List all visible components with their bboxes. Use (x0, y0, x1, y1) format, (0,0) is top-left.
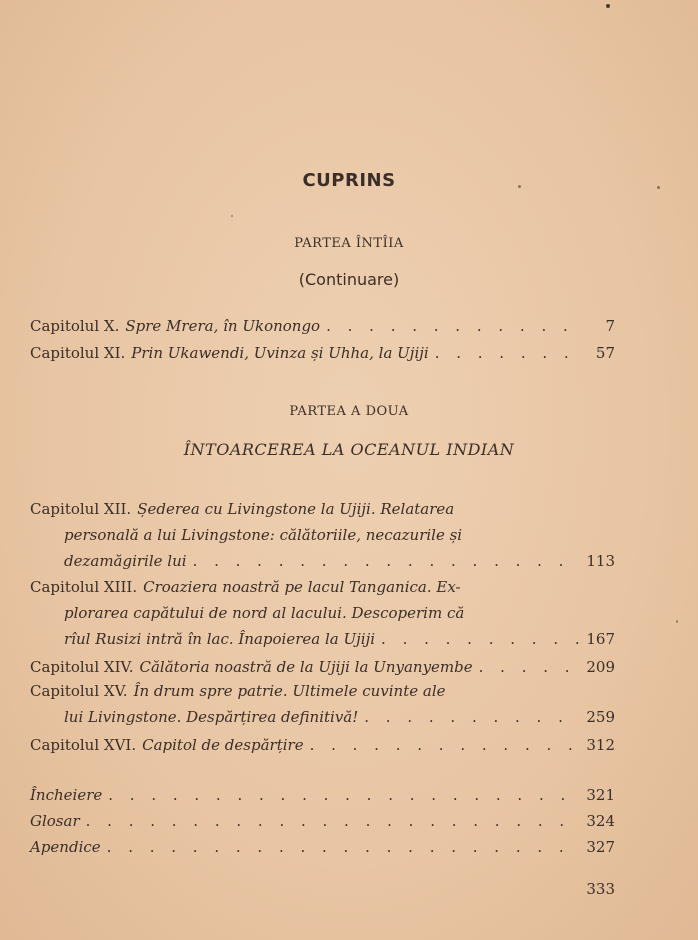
chapter-title-line: În drum spre patrie. Ultimele cuvinte ale (133, 682, 446, 700)
chapter-label: Capitolul XIV. (30, 658, 134, 676)
section-title: Apendice (30, 838, 101, 856)
paper-speck (606, 4, 610, 8)
toc-entry-chapter-13 (30, 574, 615, 652)
leader-dots (479, 654, 579, 680)
page-ref: 321 (586, 786, 615, 804)
chapter-label: Capitolul XV. (30, 682, 128, 700)
chapter-title: Prin Ukawendi, Uvinza și Uhha, la Ujiji (131, 344, 429, 362)
chapter-title-line: personală a lui Livingstone: călătoriile, necazurile și (64, 526, 463, 544)
toc-entry-appendix (30, 834, 615, 860)
leader-dots (326, 313, 579, 339)
page-ref: 327 (586, 838, 615, 856)
leader-dots (310, 732, 579, 758)
chapter-label: Capitolul XI. (30, 344, 126, 362)
leader-dots (193, 548, 579, 574)
part-one-subtitle: (Continuare) (298, 270, 400, 289)
chapter-title-line: lui Livingstone. Despărțirea definitivă! (64, 708, 359, 726)
chapter-title-line: Călătoria noastră de la Ujiji la Unyanyembe (139, 658, 473, 676)
toc-entry-chapter-11 (30, 340, 615, 366)
page-ref: 209 (586, 658, 615, 676)
paper-speck (657, 186, 660, 189)
section-title: Glosar (30, 812, 80, 830)
chapter-title-line: plorarea capătului de nord al lacului. Descoperim că (64, 604, 465, 622)
leader-dots (107, 834, 579, 860)
leader-dots (108, 782, 579, 808)
page-ref: 324 (586, 812, 615, 830)
chapter-label: Capitolul XIII. (30, 578, 138, 596)
paper-speck (231, 215, 233, 217)
toc-entry-chapter-10 (30, 313, 615, 339)
page-ref: 113 (586, 552, 615, 570)
chapter-title-line: rîul Rusizi intră în lac. Înapoierea la Ujiji (64, 630, 376, 648)
toc-entry-glossary (30, 808, 615, 834)
section-title: Încheiere (30, 786, 103, 804)
chapter-title-line: Croaziera noastră pe lacul Tanganica. Ex- (143, 578, 461, 596)
paper-speck (518, 185, 521, 188)
page-number: 333 (586, 880, 615, 898)
leader-dots (381, 626, 579, 652)
leader-dots (86, 808, 579, 834)
page-ref: 57 (595, 344, 615, 362)
chapter-title-line: Capitol de despărțire (142, 736, 304, 754)
leader-dots (435, 340, 579, 366)
toc-entry-chapter-14 (30, 654, 615, 680)
chapter-label: Capitolul XVI. (30, 736, 137, 754)
page-ref: 259 (586, 708, 615, 726)
paper-speck (676, 620, 678, 623)
chapter-label: Capitolul XII. (30, 500, 132, 518)
part-two-subtitle: ÎNTOARCEREA LA OCEANUL INDIAN (183, 440, 515, 459)
chapter-title-line: dezamăgirile lui (64, 552, 187, 570)
page-ref: 312 (586, 736, 615, 754)
leader-dots (364, 704, 579, 730)
chapter-title-line: Șederea cu Livingstone la Ujiji. Relatarea (137, 500, 455, 518)
toc-entry-conclusion (30, 782, 615, 808)
toc-entry-chapter-16 (30, 732, 615, 758)
chapter-label: Capitolul X. (30, 317, 120, 335)
page-ref: 7 (605, 317, 615, 335)
chapter-title: Spre Mrera, în Ukonongo (125, 317, 321, 335)
part-two-heading: PARTEA A DOUA (289, 404, 409, 419)
part-one-heading: PARTEA ÎNTÎIA (294, 236, 404, 251)
page-title: CUPRINS (302, 170, 396, 191)
page-ref: 167 (586, 630, 615, 648)
toc-entry-chapter-15 (30, 678, 615, 730)
toc-entry-chapter-12 (30, 496, 615, 574)
